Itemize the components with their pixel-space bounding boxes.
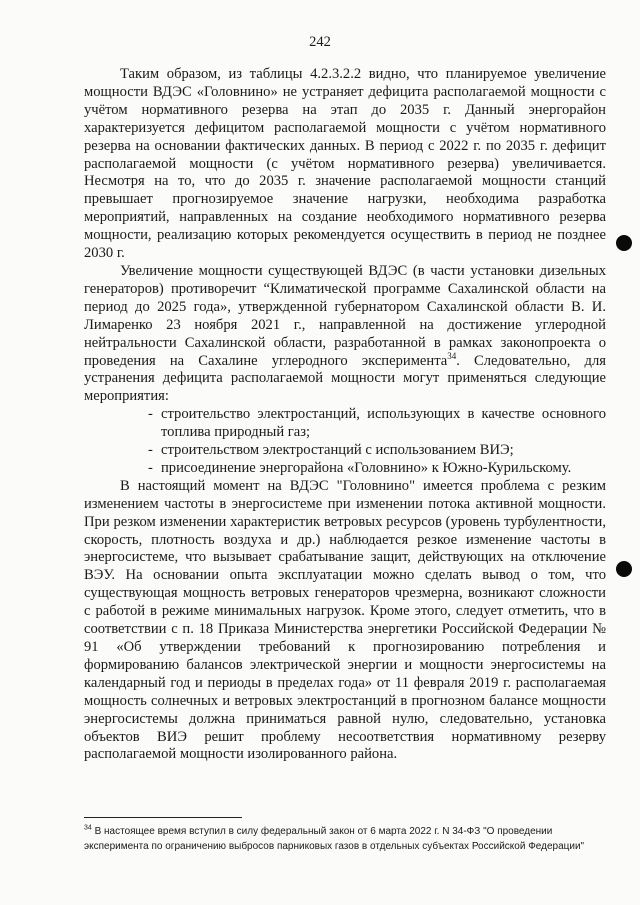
binder-hole-mark [616,561,632,577]
paragraph-deficit-summary: Таким образом, из таблицы 4.2.3.2.2 видно, что планируемое увеличение мощности ВДЭС «Головнино» не устраняет дефицита располагаемой мощности с учётом нормативного резерва на этап до 2035 г. Данный энергорайон характеризуется дефицитом располагаемой мощности с учётом нормативного резерва на основании фактических данных. В период с 2022 г. по 2035 г. дефицит располагаемой мощности (с учётом нормативного резерва) увеличивается. Несмотря на то, что до 2035 г. значение располагаемой мощности станций превышает прогнозируемое значение нагрузки, необходима разработка мероприятий, направленных на создание необходимого нормативного резерва мощности, реализацию которых рекомендуется осуществить в период не позднее 2030 г. [84,66,606,262]
list-item: - присоединение энергорайона «Головнино» к Южно-Курильскому. [148,460,606,478]
footnote-reference[interactable]: 34 [447,350,457,361]
measures-list [84,406,606,478]
paragraph-frequency-problem: В настоящий момент на ВДЭС "Головнино" имеется проблема с резким изменением частоты в энергосистеме при изменении потока активной мощности. При резком изменении характеристик ветровых ресурсов (уровень турбулентности, скорость, плотность воздуха и др.) наблюдается резкое изменение частоты в энергосистеме, что вызывает срабатывание защит, действующих на отключение ВЭУ. На основании опыта эксплуатации можно сделать вывод о том, что существующая мощность ветровых генераторов чрезмерна, возникают сложности с работой в режиме минимальных нагрузок. Кроме этого, следует отметить, что в соответствии с п. 18 Приказа Министерства энергетики Российской Федерации № 91 «Об утверждении требований к прогнозированию потребления и формированию балансов электрической энергии и мощности энергосистемы на календарный год и периоды в пределах года» от 11 февраля 2019 г. располагаемая мощность солнечных и ветровых электростанций в прогнозном балансе мощности энергосистемы должна приниматься равной нулю, следовательно, установка объектов ВИЭ решит проблему несоответствия нормативному резерву располагаемой мощности изолированного района. [84,477,606,763]
list-item: - строительство электростанций, использующих в качестве основного топлива природный газ; [148,406,606,442]
footnote-text: В настоящее время вступил в силу федеральный закон от 6 марта 2022 г. N 34-ФЗ "О проведении эксперимента по ограничению выбросов парниковых газов в отдельных субъектах Российской Федерации" [84,826,585,852]
list-item: - строительством электростанций с использованием ВИЭ; [148,442,606,460]
document-body [84,66,606,764]
footnote-marker: 34 [84,824,92,832]
footnote-separator [84,817,242,818]
binder-hole-mark [616,235,632,251]
page-number: 242 [309,34,331,50]
paragraph-climate-program-text: Увеличение мощности существующей ВДЭС (в части установки дизельных генераторов) противоречит “Климатической программе Сахалинской области на период до 2025 года», утвержденной губернатором Сахалинской области В. И. Лимаренко 23 ноября 2021 г., направленной на достижение углеродной нейтральности Сахалинской области, разработанной в рамках законопроекта о проведения на Сахалине углеродного эксперимента [84,262,606,369]
footnote [84,825,606,854]
paragraph-climate-program [84,263,606,406]
paragraph-climate-program-tail: . Следовательно, для устранения дефицита располагаемой мощности могут применяться следующие мероприятия: [84,352,606,405]
